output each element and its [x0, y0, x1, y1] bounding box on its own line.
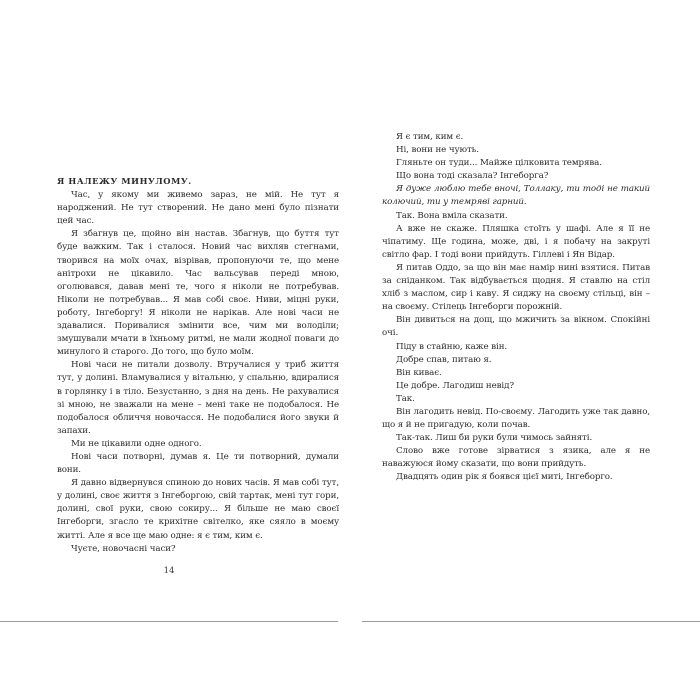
paragraph: Добре спав, питаю я. — [396, 354, 492, 365]
paragraph: Я давно відвернувся спиною до нових часів. Я мав собі тут, у долині, своє життя з Інгеборгою, свій тартак, мені тут гори, долині, свої руки, свою сокиру... Я більше не маю своєї Інгеборги, згасло те крихітне світелко, яке сяяло в моєму житті. Але я все ще маю одне: я є тим, ким є. — [57, 478, 339, 541]
page-number: 14 — [163, 566, 175, 576]
paragraph: Це добре. Лагодиш невід? — [396, 380, 514, 391]
paragraph: Я питав Оддо, за що він має намір нині взятися. Питав за сніданком. Так відбувається щодня. Я ставлю на стіл хліб з маслом, сир і каву. Я сиджу на своєму стільці, він – на своєму. Стілець Інгеборги порожній. — [382, 262, 650, 313]
paragraph: Нові часи не питали дозволу. Втручалися у триб життя тут, у долині. Вламувалися у вітальню, у спальню, вдиралися в горлянку і в тіло. Безустанно, з дня на день. Не рахувалися зі мною, не зважали на мене – мені таке не подобалося. Не подобалося обличчя новочасся. Не подобалися його звуки й запахи. — [57, 360, 339, 436]
paragraph: Двадцять один рік я боявся цієї миті, Інгеборго. — [396, 472, 613, 483]
paragraph: Що вона тоді сказала? Інгеборга? — [396, 171, 549, 182]
paragraph: Так-так. Лиш би руки були чимось зайняті. — [396, 433, 593, 444]
italic-quote: Я дуже люблю тебе вночі, Толлаку, ти тоді не такий колючий, ти у темряві гарний. — [382, 184, 650, 208]
page-bottom-rule-left — [0, 621, 338, 622]
right-page-text — [382, 131, 650, 485]
paragraph: Я збагнув це, щойно він настав. Збагнув, що буття тут буде важким. Так і сталося. Новий час вихляв стегнами, творився на моїх очах, візрівав, пропонуючи те, що мене анітрохи не цікавило. Час вальсував переді мною, оголювався, давав мені те, чого я ніколи не потребував. Ніколи не потребував... Я мав собі своє. Ниви, міцні руки, роботу, Інгеборгу! Я ніколи не нарікав. Але нові часи не здавалися. Поривалися змінити все, чим ми володіли; змушували мчати в їхньому ритмі, не мали жодної поваги до минулого й старого. До того, що було моїм. — [57, 229, 339, 358]
paragraph: А вже не скаже. Пляшка стоїть у шафі. Але я її не чіпатиму. Ще година, може, дві, і я побачу на закруті світло фар. І тоді вони прийдуть. Гіллеві і Ян Відар. — [382, 223, 650, 260]
paragraph: Нові часи потворні, думав я. Це ти потворний, думали вони. — [57, 451, 339, 476]
page-bottom-rule-right — [362, 621, 700, 622]
paragraph: Час, у якому ми живемо зараз, не мій. Не тут я народжений. Не тут створений. Не дано мені було пізнати цей час. — [57, 190, 339, 227]
paragraph: Ні, вони не чують. — [396, 145, 479, 156]
paragraph: Він лагодить невід. По-своєму. Лагодить уже так давно, що я й не пригадую, коли почав. — [382, 406, 650, 431]
paragraph: Так. — [396, 393, 415, 404]
paragraph: Він киває. — [396, 367, 442, 378]
chapter-heading: Я НАЛЕЖУ МИНУЛОМУ. — [57, 176, 192, 186]
paragraph: Слово вже готове зірватися з язика, але я не наважуюся йому сказати, що вони прийдуть. — [382, 446, 650, 470]
paragraph: Ми не цікавили одне одного. — [71, 438, 202, 449]
paragraph: Я є тим, ким є. — [396, 132, 464, 142]
paragraph: Піду в стайню, каже він. — [396, 341, 508, 352]
paragraph: Так. Вона вміла сказати. — [396, 210, 508, 221]
paragraph: Він дивиться на дощ, що мжичить за вікном. Спокійні очі. — [382, 315, 650, 339]
paragraph: Чуєте, новочасні часи? — [71, 543, 176, 554]
left-page-text — [57, 175, 339, 556]
paragraph: Гляньте он туди... Майже цілковита темрява. — [396, 158, 602, 169]
